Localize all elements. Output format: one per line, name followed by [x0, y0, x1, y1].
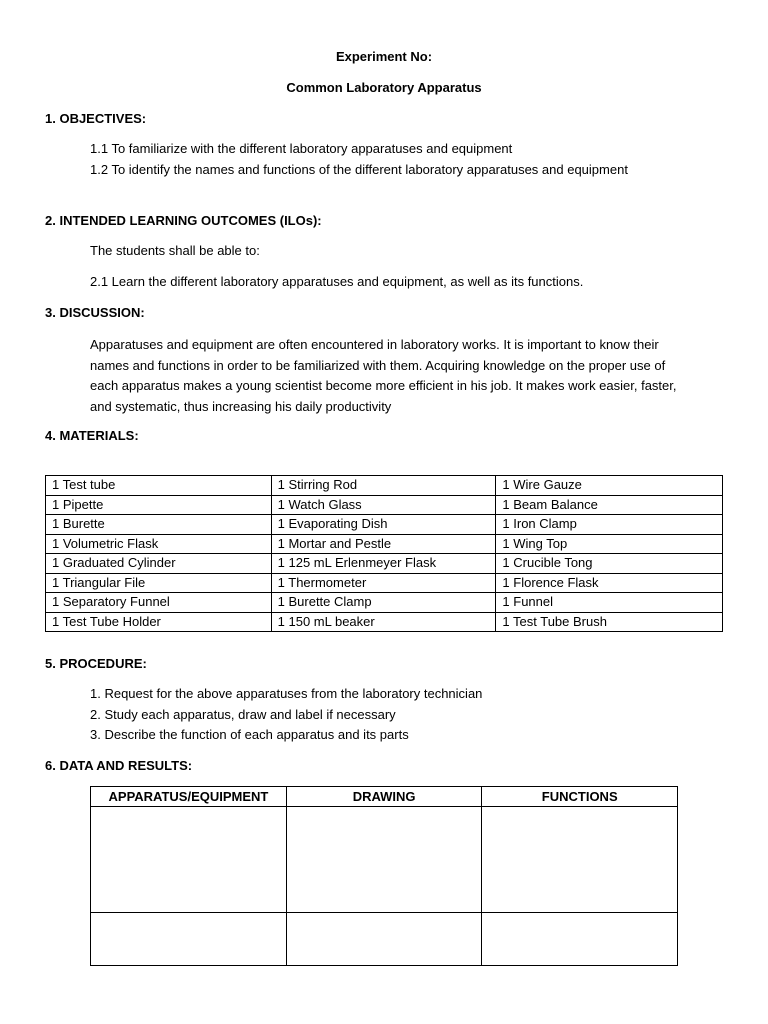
- table-cell: 1 Stirring Rod: [271, 476, 496, 496]
- empty-cell[interactable]: [286, 913, 482, 966]
- table-cell: 1 Burette: [46, 515, 272, 535]
- column-header-drawing: DRAWING: [286, 787, 482, 807]
- empty-cell[interactable]: [482, 807, 678, 913]
- table-row: [46, 515, 723, 535]
- ilos-intro: The students shall be able to:: [90, 243, 260, 258]
- results-table: [90, 786, 678, 966]
- discussion-line: names and functions in order to be familiarized with them. Acquiring knowledge on the proper use of: [90, 357, 666, 373]
- table-cell: 1 Iron Clamp: [496, 515, 723, 535]
- ilo-item: 2.1 Learn the different laboratory apparatuses and equipment, as well as its functions.: [90, 274, 584, 289]
- table-row: [46, 534, 723, 554]
- table-row: [91, 807, 678, 913]
- table-cell: 1 Test Tube Holder: [46, 612, 272, 632]
- discussion-heading: 3. DISCUSSION:: [45, 305, 145, 320]
- table-row: [46, 573, 723, 593]
- table-row: [91, 913, 678, 966]
- results-heading: 6. DATA AND RESULTS:: [45, 758, 193, 773]
- table-row: [46, 554, 723, 574]
- procedure-step: 2. Study each apparatus, draw and label if necessary: [90, 707, 396, 722]
- table-row: [46, 612, 723, 632]
- table-cell: 1 150 mL beaker: [271, 612, 496, 632]
- table-cell: 1 Beam Balance: [496, 495, 723, 515]
- empty-cell[interactable]: [482, 913, 678, 966]
- table-cell: 1 Florence Flask: [496, 573, 723, 593]
- table-cell: 1 Burette Clamp: [271, 593, 496, 613]
- document-title: Common Laboratory Apparatus: [286, 80, 482, 95]
- objective-item: 1.2 To identify the names and functions of the different laboratory apparatuses and equipment: [90, 162, 628, 177]
- empty-cell[interactable]: [91, 807, 287, 913]
- discussion-line: and systematic, thus increasing his daily productivity: [90, 398, 392, 414]
- table-cell: 1 Wing Top: [496, 534, 723, 554]
- objectives-heading: 1. OBJECTIVES:: [45, 111, 147, 126]
- table-cell: 1 Test Tube Brush: [496, 612, 723, 632]
- table-header-row: [91, 787, 678, 807]
- materials-table: [45, 475, 723, 632]
- discussion-line: Apparatuses and equipment are often encountered in laboratory works. It is important to know their: [90, 337, 659, 352]
- discussion-paragraph: [90, 335, 722, 417]
- table-cell: 1 Test tube: [46, 476, 272, 496]
- empty-cell[interactable]: [91, 913, 287, 966]
- discussion-line: each apparatus makes a young scientist become more efficient in his job. It makes work easier, faster,: [90, 378, 677, 393]
- table-row: [46, 476, 723, 496]
- column-header-functions: FUNCTIONS: [482, 787, 678, 807]
- table-cell: 1 Crucible Tong: [496, 554, 723, 574]
- column-header-apparatus: APPARATUS/EQUIPMENT: [91, 787, 287, 807]
- table-cell: 1 Graduated Cylinder: [46, 554, 272, 574]
- materials-heading: 4. MATERIALS:: [45, 428, 139, 443]
- table-cell: 1 Evaporating Dish: [271, 515, 496, 535]
- table-cell: 1 Funnel: [496, 593, 723, 613]
- procedure-step: 3. Describe the function of each apparatus and its parts: [90, 727, 409, 742]
- empty-cell[interactable]: [286, 807, 482, 913]
- table-cell: 1 Volumetric Flask: [46, 534, 272, 554]
- procedure-step: 1. Request for the above apparatuses from the laboratory technician: [90, 686, 483, 701]
- table-cell: 1 Thermometer: [271, 573, 496, 593]
- ilos-heading: 2. INTENDED LEARNING OUTCOMES (ILOs):: [45, 213, 322, 228]
- experiment-number: Experiment No:: [335, 49, 433, 64]
- procedure-heading: 5. PROCEDURE:: [45, 656, 147, 671]
- table-cell: 1 Wire Gauze: [496, 476, 723, 496]
- table-row: [46, 495, 723, 515]
- table-cell: 1 125 mL Erlenmeyer Flask: [271, 554, 496, 574]
- table-cell: 1 Watch Glass: [271, 495, 496, 515]
- table-cell: 1 Mortar and Pestle: [271, 534, 496, 554]
- objective-item: 1.1 To familiarize with the different laboratory apparatuses and equipment: [90, 141, 513, 156]
- table-cell: 1 Separatory Funnel: [46, 593, 272, 613]
- table-row: [46, 593, 723, 613]
- table-cell: 1 Pipette: [46, 495, 272, 515]
- table-cell: 1 Triangular File: [46, 573, 272, 593]
